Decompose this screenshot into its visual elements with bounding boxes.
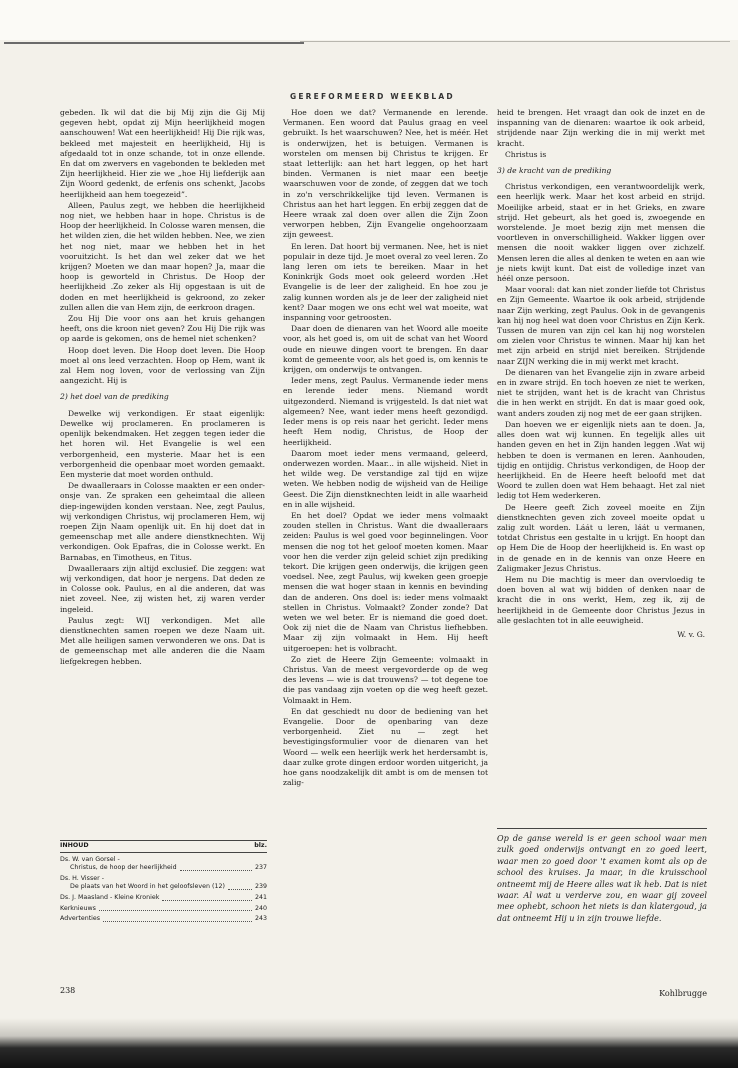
- toc-title-text: Ds. J. Maasland - Kleine Kroniek: [60, 893, 160, 901]
- paragraph: En het doel? Opdat we ieder mens volmaakt zouden stellen in Christus. Want die dwaalleraars zeiden: Paulus is wel goed voor beginnelingen. Voor mensen die nog tot het geloof moeten komen. Maar voor hen die verder zijn geleid schiet zijn prediking tekort. Die krijgen geen onderwijs, die krijgen geen voedsel. Nee, zegt Paulus, wij kweken geen groepje mensen die wat hoger staan in kennis en bevinding dan de anderen. Ons doel is: ieder mens volmaakt stellen in Christus. Volmaakt? Zonder zonde? Dat weten we wel beter. Er is niemand die goed doet. Ook zij niet die de Naam van Christus liefhebben. Maar zij zijn volmaakt in Hem. Hij heeft uitgeroepen: het is volbracht.: [283, 510, 488, 653]
- paragraph: Christus verkondigen, een verantwoordelijk werk, een heerlijk werk. Maar het kost arbeid en strijd. Moeilijke arbeid, staat er in het Grieks, en zware strijd. Het gebeurt, als het goed is, zwoegende en worstelende. Je moet bezig zijn met mensen die voortleven in onverschilligheid. Wakker liggen over mensen die nooit wakker liggen over zichzelf. Mensen leren die alles al denken te weten en aan wie je niets kwijt kunt. Dat eist de volledige inzet van héél onze persoon.: [497, 182, 705, 284]
- toc-page: 241: [254, 893, 267, 901]
- paragraph: Alleen, Paulus zegt, we hebben die heerlijkheid nog niet, we hebben haar in hope. Christus is de Hoop der heerlijkheid. In Colosse waren mensen, die het wilden zien, die het wilden hebben. Nee, we zien het nog niet, maar we hebben het in het vooruitzicht. Is het dan wel zeker dat we het krijgen? Moeten we dan maar hopen? Ja, maar die hoop is geworteld in Christus. De Hoop der heerlijkheid .Zo zeker als Hij opgestaan is uit de doden en met heerlijkheid is gekroond, zo zeker zullen allen die van Hem zijn, de eerkroon dragen.: [60, 200, 265, 312]
- table-of-contents: [60, 840, 267, 926]
- scan-margin-bottom: [0, 1018, 738, 1068]
- paragraph: Dewelke wij verkondigen. Er staat eigenlijk: Dewelke wij proclameren. En proclameren is openlijk bekendmaken. Het zeggen tegen ieder die het horen wil. Het Evangelie is wel een verborgenheid, een mysterie. Maar het is een verborgenheid die openbaar moet worden gemaakt. Een mysterie dat moet worden onthuld.: [60, 408, 265, 479]
- paragraph: Paulus zegt: WIJ verkondigen. Met alle dienstknechten samen roepen we deze Naam uit. Met alle heiligen samen verwonderen we ons. Dat is de gemeenschap met alle anderen die die Naam liefgekregen hebben.: [60, 615, 265, 666]
- scan-edge-line: [4, 42, 304, 44]
- toc-entry: [60, 894, 267, 903]
- author-signature: W. v. G.: [677, 629, 705, 639]
- paragraph: Hem nu Die machtig is meer dan overvloedig te doen boven al wat wij bidden of denken naar de kracht die in ons werkt, Hem, zeg ik, zij de heerlijkheid in de Gemeente door Christus Jezus in alle geslachten tot in alle eeuwigheid.: [497, 574, 705, 625]
- page-number: 238: [60, 986, 76, 995]
- paragraph: heid te brengen. Het vraagt dan ook de inzet en de inspanning van de dienaren: waartoe ik ook arbeid, strijdende naar Zijn werking die in mij werkt met kracht.: [497, 108, 705, 148]
- paragraph: Ieder mens, zegt Paulus. Vermanende ieder mens en lerende ieder mens. Niemand wordt uitgezonderd. Niemand is vrijgesteld. Is dat niet wat algemeen? Nee, want ieder mens heeft gezondigd. Ieder mens is op reis naar het gericht. Ieder mens heeft Hem nodig, Christus, de Hoop der heerlijkheid.: [283, 376, 488, 447]
- paragraph: Daar doen de dienaren van het Woord alle moeite voor, als het goed is, om uit de schat van het Woord oude en nieuwe dingen voort te brengen. En daar komt de gemeente voor, als het goed is, om kennis te krijgen, om onderwijs te ontvangen.: [283, 324, 488, 375]
- running-title: GEREFORMEERD WEEKBLAD: [290, 92, 455, 101]
- quote-author: Kohlbrugge: [659, 988, 707, 998]
- paragraph: De Heere geeft Zich zoveel moeite en Zijn dienstknechten geven zich zoveel moeite opdat u zalig zult worden. Láát u leren, láát u vermanen, totdat Christus een gestalte in u krijgt. En hoopt dan op Hem Die de Hoop der heerlijkheid is. En wast op in de genade en in de kennis van onze Heere en Zaligmaker Jezus Christus.: [497, 502, 705, 573]
- toc-entry: [60, 905, 267, 914]
- toc-title-text: Advertenties: [60, 915, 101, 923]
- paragraph: Daarom moet ieder mens vermaand, geleerd, onderwezen worden. Maar... in alle wijsheid. Niet in het wilde weg. De verstandige zal tijd en wijze weten. We hebben nodig de wijsheid van de Heilige Geest. Die Zijn dienstknechten leidt in alle waarheid en in alle wijsheid.: [283, 448, 488, 509]
- toc-page: 240: [254, 904, 267, 912]
- paragraph: Maar vooral: dat kan niet zonder liefde tot Christus en Zijn Gemeente. Waartoe ik ook arbeid, strijdende naar Zijn werking, zegt Paulus. Ook in de gevangenis kan hij nog heel wat doen voor Christus en Zijn Kerk. Tussen de muren van zijn cel kan hij nog worstelen om zielen voor Christus te winnen. Maar hij kan het met zijn arbeid en strijd niet bereiken. Strijdende naar ZIJN werking die in mij werkt met kracht.: [497, 285, 705, 366]
- paragraph: En dat geschiedt nu door de bediening van het Evangelie. Door de openbaring van deze verborgenheid. Ziet nu — zegt het bevestigingsformulier voor de dienaren van het Woord — welk een heerlijk werk het herdersambt is, daar zulke grote dingen erdoor worden uitgericht, ja hoe gans noodzakelijk dit ambt is om de mensen tot zalig-: [283, 706, 488, 788]
- paragraph: En leren. Dat hoort bij vermanen. Nee, het is niet populair in deze tijd. Je moet overal zo veel leren. Zo lang leren om iets te bereiken. Maar in het Koninkrijk Gods moet ook geleerd worden .Het Evangelie is de leer der zaligheid. En hoe zou je zalig kunnen worden als je de leer der zaligheid niet kent? Daar mogen we ons echt wel wat moeite, wat inspanning voor getroosten.: [283, 241, 488, 323]
- section-heading: 2) het doel van de prediking: [60, 392, 169, 402]
- column-1: [60, 108, 265, 668]
- paragraph: De dwaalleraars in Colosse maakten er een onder-onsje van. Ze spraken een geheimtaal die alleen diep-ingewijden konden verstaan. Nee, zegt Paulus, wij verkondigen Christus, wij proclameren Hem, wij roepen Zijn Naam openlijk uit. En hij doet dat in gemeenschap met alle andere dienstknechten. Wij verkondigen. Ook Epafras, die in Colosse werkt. En Barnabas, en Timotheus, en Titus.: [60, 481, 265, 562]
- paragraph: De dienaren van het Evangelie zijn in zware arbeid en in zware strijd. En toch hoeven ze niet te werken, niet te strijden, want het is de kracht van Christus die in hen werkt en strijdt. En dat is maar goed ook, want anders zouden zij nog met de eer gaan strijken.: [497, 367, 705, 418]
- section-heading: 3) de kracht van de prediking: [497, 166, 612, 176]
- paragraph: Hoop doet leven. Die Hoop doet leven. Die Hoop moet al ons leed verzachten. Hoop op Hem, want ik zal Hem nog loven, voor de verlossing van Zijn aangezicht. Hij is: [60, 345, 265, 386]
- scan-margin-top: [0, 0, 738, 40]
- paragraph: Dan hoeven we er eigenlijk niets aan te doen. Ja, alles doen wat wij kunnen. En tegelijk alles uit handen geven en het in Zijn handen leggen .Wat wij hebben te doen is vermanen en leren. Aanhouden, tijdig en ontijdig. Christus verkondigen, de Hoop der heerlijkheid. En de Heere heeft beloofd met dat Woord te zullen doen wat Hem behaagt. Het zal niet ledig tot Hem wederkeren.: [497, 419, 705, 501]
- toc-page: 243: [254, 915, 267, 923]
- toc-title-text: Kerknieuws: [60, 904, 96, 912]
- toc-page: 237: [254, 864, 267, 872]
- paragraph: Zo ziet de Heere Zijn Gemeente: volmaakt in Christus. Van de meest vergevorderde op de weg des levens — wie is dat trouwens? — tot degene toe die pas vandaag zijn voeten op die weg heeft gezet. Volmaakt in Hem.: [283, 654, 488, 705]
- toc-title-text: De plaats van het Woord in het geloofsleven (12): [70, 883, 225, 891]
- paragraph: Hoe doen we dat? Vermanende en lerende. Vermanen. Een woord dat Paulus graag en veel gebruikt. Is het waarschuwen? Nee, het is méér. Het is onderwijzen, het is betuigen. Vermanen is worstelen om mensen bij Christus te krijgen. Er staat letterlijk: aan het hart leggen, op het hart binden. Vermanen is niet maar een beetje waarschuwen voor de zonde, of zeggen dat we toch in zo'n verschrikkelijke tijd leven. Vermanen is Christus aan het hart leggen. En erbij zeggen dat de Heere wraak zal doen over allen die Zijn Zoon verworpen hebben, Zijn Evangelie ongehoorzaam zijn geweest.: [283, 108, 488, 240]
- paragraph: Zou Hij Die voor ons aan het kruis gehangen heeft, ons die kroon niet geven? Zou Hij Die rijk was op aarde is gekomen, ons de hemel niet schenken?: [60, 314, 265, 344]
- toc-header: [60, 840, 267, 853]
- paragraph: Dwaalleraars zijn altijd exclusief. Die zeggen: wat wij verkondigen, dat hoor je nergens. Dat deden ze in Colosse ook. Paulus, en al die anderen, dat was niet zoveel. Nee, zij wisten het, zij waren verder ingeleid.: [60, 563, 265, 614]
- paragraph: Christus is: [505, 149, 547, 159]
- column-3: [497, 108, 705, 640]
- toc-entry: [60, 875, 267, 892]
- toc-page-label: blz.: [254, 842, 267, 849]
- scan-edge-line: [300, 41, 730, 42]
- toc-author: Ds. W. van Gorsel -: [60, 855, 120, 863]
- toc-entry: [60, 915, 267, 924]
- column-2: [283, 108, 488, 789]
- toc-entry: [60, 856, 267, 873]
- toc-author: Ds. H. Visser -: [60, 874, 104, 882]
- toc-page: 239: [254, 883, 267, 891]
- toc-title-text: Christus, de hoop der heerlijkheid: [70, 864, 177, 872]
- quote-box: Op de ganse wereld is er geen school waar men zulk goed onderwijs ontvangt en zo goed leert, waar men zo goed door 't examen komt als op de school des kruises. Ja maar, in die kruisschool ontneemt mij de Heere alles wat ik heb. Dat is niet waar. Al wat u verderve zou, en waar gij zoveel mee ophebt, schoon het niets is dan klatergoud, ja dat ontneemt Hij u in zijn trouwe liefde.: [497, 828, 707, 924]
- paragraph: gebeden. Ik wil dat die bij Mij zijn die Gij Mij gegeven hebt, opdat zij Mijn heerlijkheid mogen aanschouwen! Wat een heerlijkheid! Hij Die rijk was, bekleed met majesteit en heerlijkheid, Hij is afgedaald tot in onze schande, tot in onze ellende. En dat om zwervers en vagebonden te bekleden met Zijn heerlijkheid. Hier zie we „hoe Hij liefderijk aan Zijn Woord gedenkt, de erfenis ons schenkt, Jacobs heerlijkheid aan hem toegezeid”.: [60, 108, 265, 199]
- toc-title: INHOUD: [60, 842, 89, 849]
